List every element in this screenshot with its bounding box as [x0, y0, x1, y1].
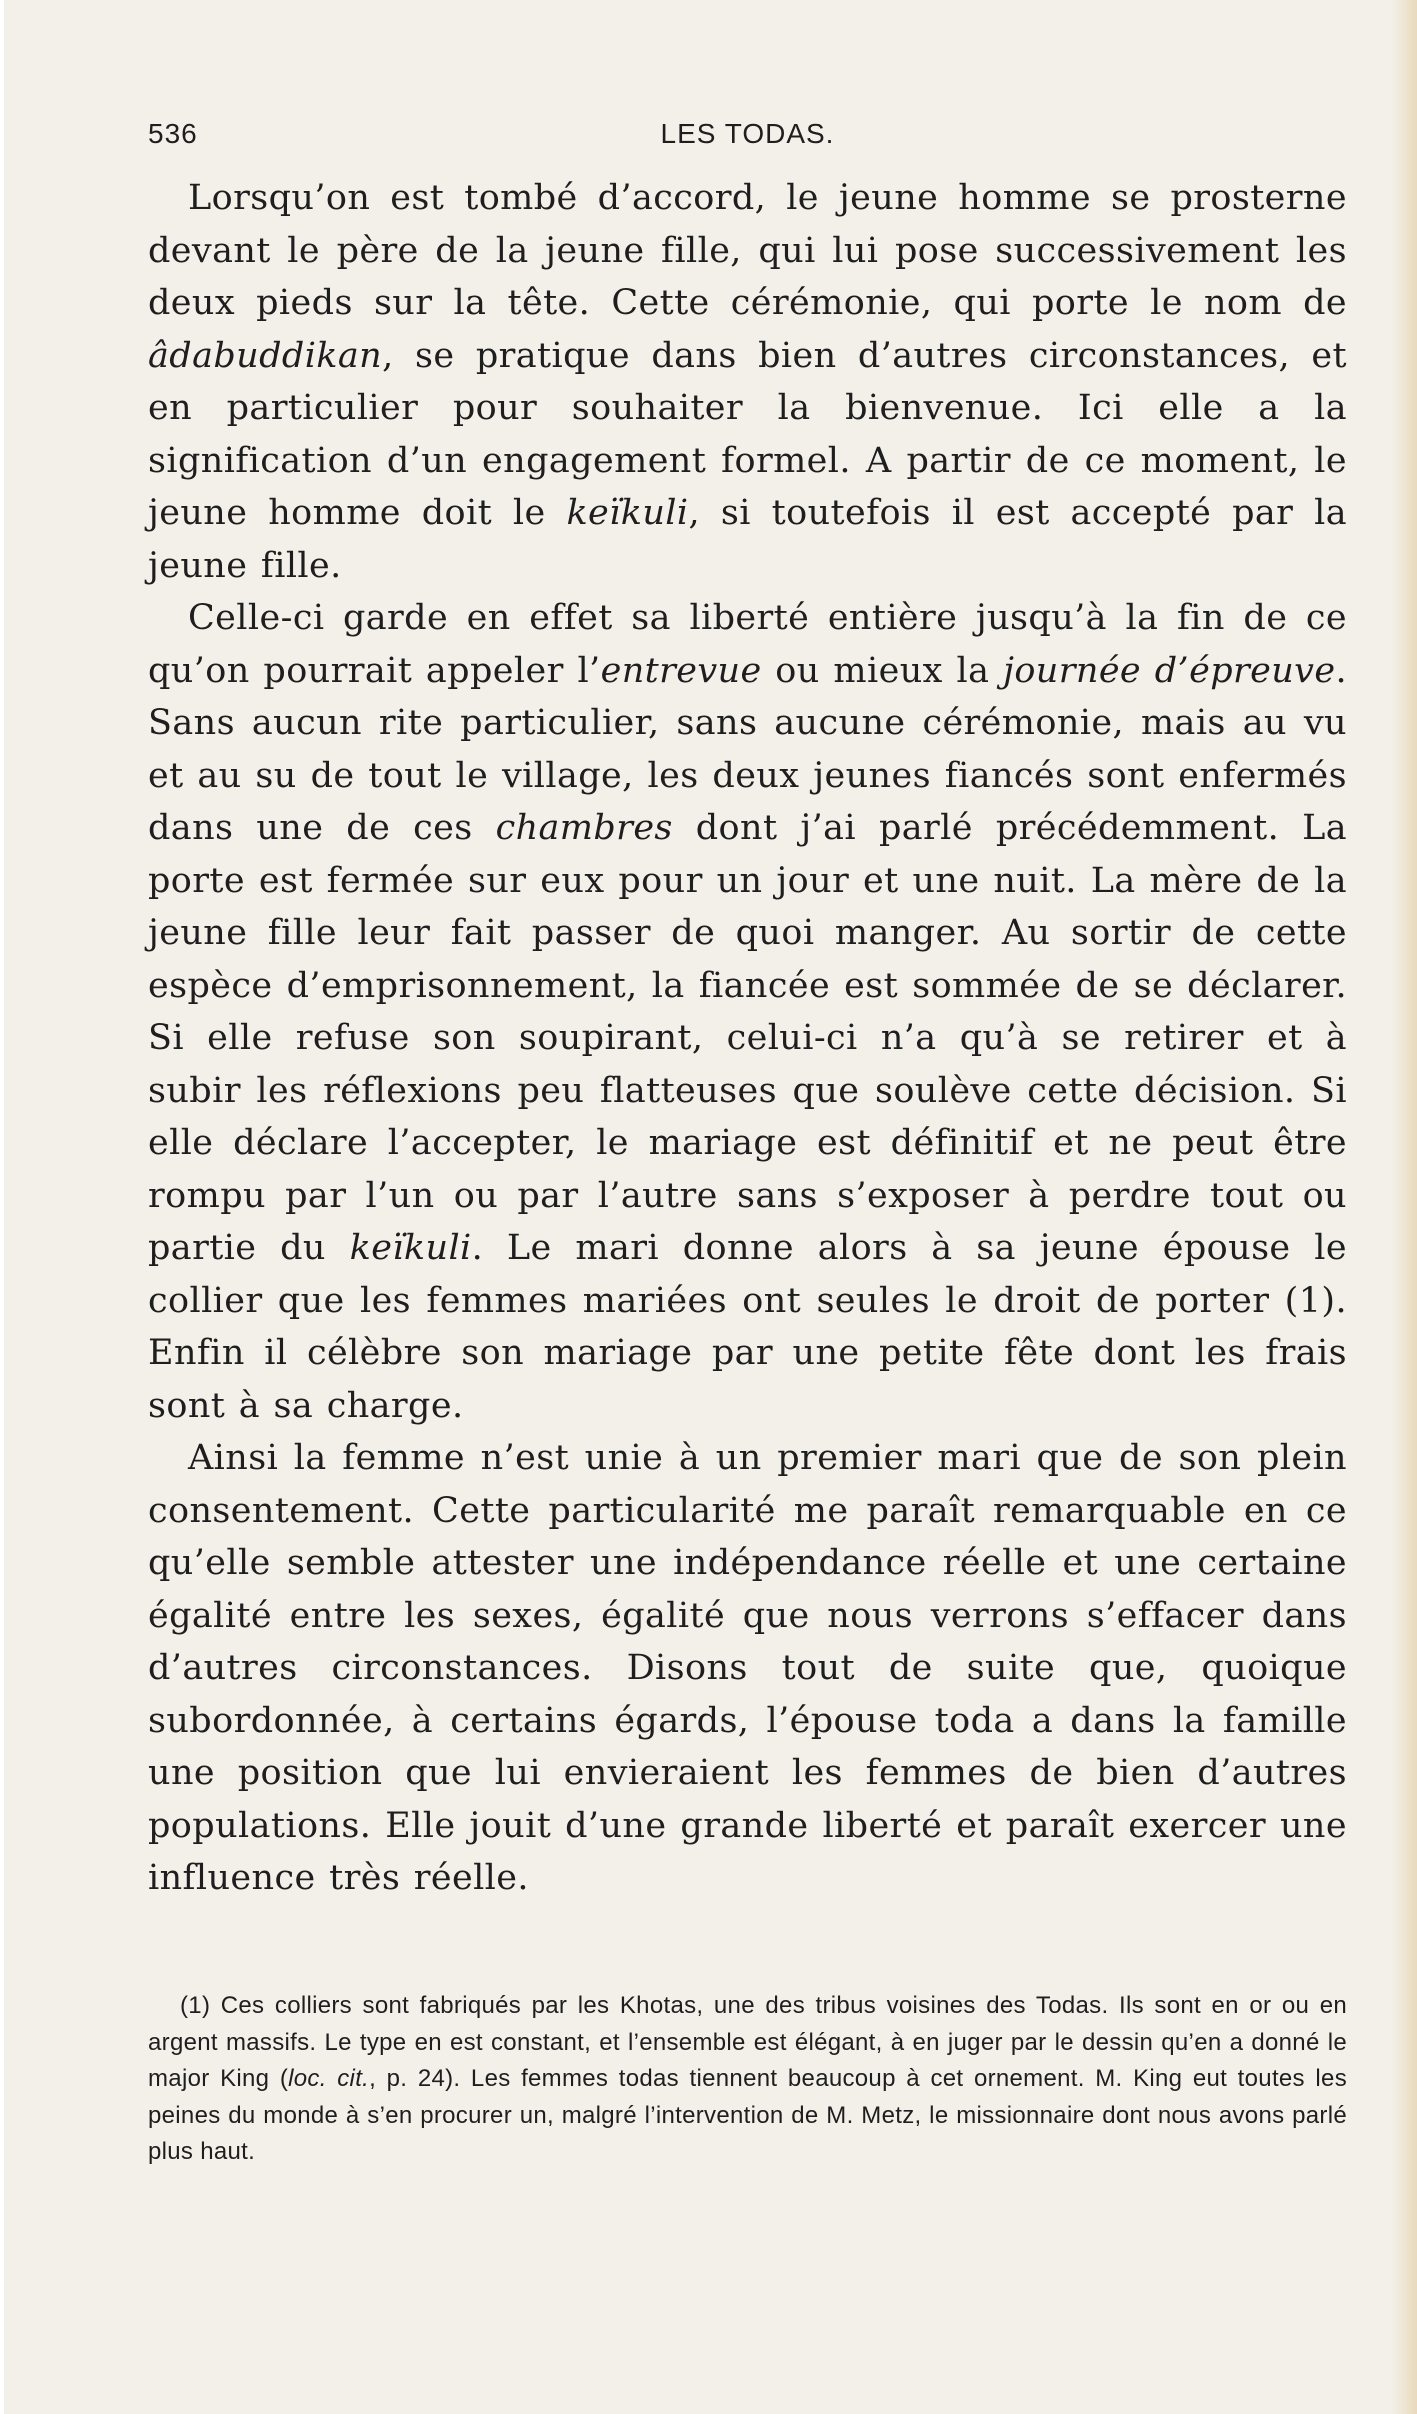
footnote-text: (1) Ces colliers sont fabriqués par les Khotas, une des tribus voisines des Todas. Ils sont en or ou en argent massifs. Le type en est constant, et l’ensemble est élégant, à en juger par le dessin qu’en a donné le major King (loc. cit., p. 24). Les femmes todas tiennent beaucoup à cet ornement. M. King eut toutes les peines du monde à s’en procurer un, malgré l’intervention de M. Metz, le missionnaire dont nous avons parlé plus haut.: [148, 1992, 1347, 2165]
page-number: 536: [148, 118, 198, 149]
footnote: [148, 1988, 1347, 2171]
paragraph: Lorsqu’on est tombé d’accord, le jeune homme se prosterne devant le père de la jeune fille, qui lui pose successivement les deux pieds sur la tête. Cette cérémonie, qui porte le nom de âdabuddikan, se pratique dans bien d’autres circonstances, et en particulier pour souhaiter la bienvenue. Ici elle a la signification d’un engagement formel. A partir de ce moment, le jeune homme doit le keïkuli, si toutefois il est accepté par la jeune fille.: [148, 178, 1347, 586]
italic-term: âdabuddikan: [148, 335, 383, 376]
main-text: [148, 172, 1347, 1905]
italic-term: keïkuli: [349, 1228, 472, 1268]
italic-term: entrevue: [600, 650, 762, 691]
italic-term: keïkuli: [566, 493, 689, 533]
citation: loc. cit.: [288, 2065, 370, 2092]
italic-term: journée d’épreuve: [1003, 650, 1336, 691]
italic-term: chambres: [495, 808, 673, 848]
page-header: [148, 118, 1347, 162]
paragraph: Celle-ci garde en effet sa liberté entière jusqu’à la fin de ce qu’on pourrait appeler l’entrevue ou mieux la journée d’épreuve. Sans aucun rite particulier, sans aucune cérémonie, mais au vu et au su de tout le village, les deux jeunes fiancés sont enfermés dans une de ces chambres dont j’ai parlé précédemment. La porte est fermée sur eux pour un jour et une nuit. La mère de la jeune fille leur fait passer de quoi manger. Au sortir de cette espèce d’emprisonnement, la fiancée est sommée de se déclarer. Si elle refuse son soupirant, celui-ci n’a qu’à se retirer et à subir les réflexions peu flatteuses que soulève cette décision. Si elle déclare l’accepter, le mariage est définitif et ne peut être rompu par l’un ou par l’autre sans s’exposer à perdre tout ou partie du keïkuli. Le mari donne alors à sa jeune épouse le collier que les femmes mariées ont seules le droit de porter (1). Enfin il célèbre son mariage par une petite fête dont les frais sont à sa charge.: [148, 598, 1348, 1426]
running-title: LES TODAS.: [660, 118, 835, 149]
paragraph: Ainsi la femme n’est unie à un premier mari que de son plein consentement. Cette particularité me paraît remarquable en ce qu’elle semble attester une indépendance réelle et une certaine égalité entre les sexes, égalité que nous verrons s’effacer dans d’autres circonstances. Disons tout de suite que, quoique subordonnée, à certains égards, l’épouse toda a dans la famille une position que lui envieraient les femmes de bien d’autres populations. Elle jouit d’une grande liberté et paraît exercer une influence très réelle.: [148, 1438, 1347, 1898]
